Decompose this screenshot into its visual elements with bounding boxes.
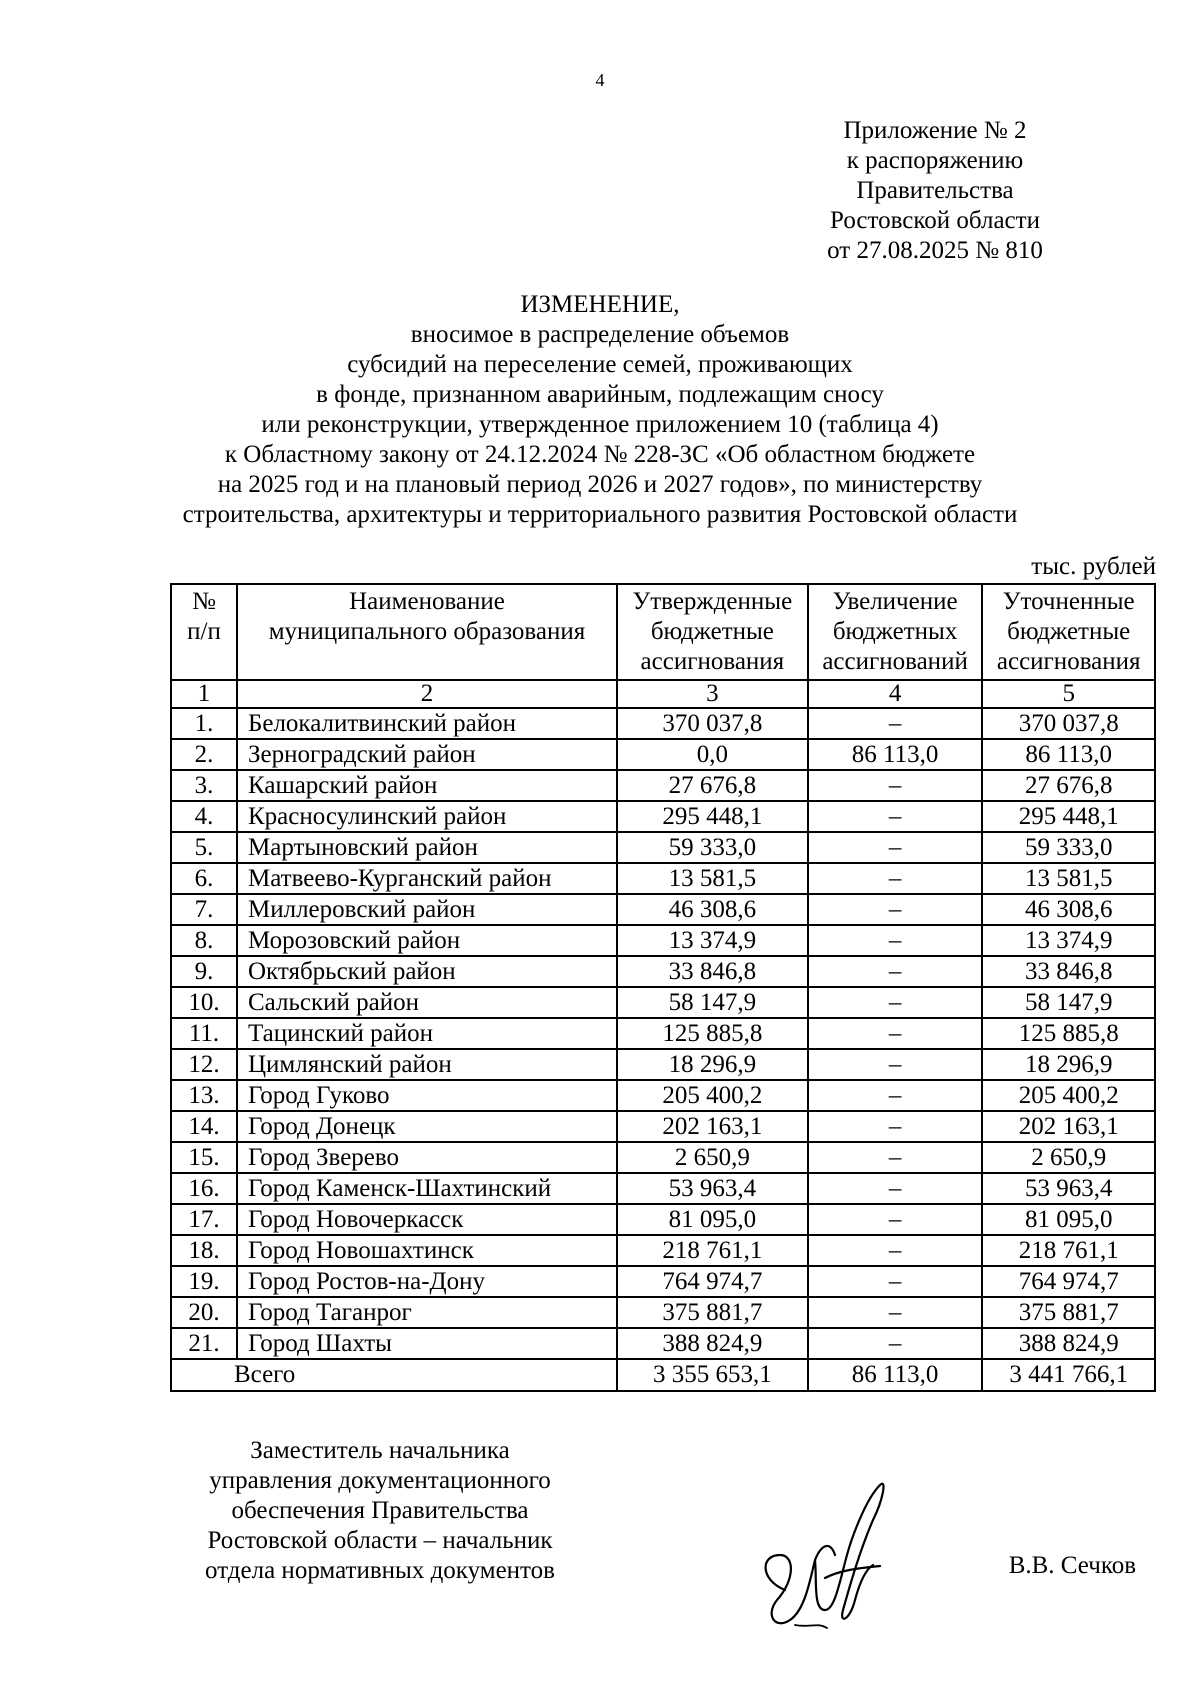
budget-table [170,583,1156,1392]
table-row [171,1142,1155,1173]
row-refined: 59 333,0 [982,832,1155,863]
row-refined: 2 650,9 [982,1142,1155,1173]
column-number: 3 [617,680,808,708]
table-row [171,832,1155,863]
row-refined: 13 581,5 [982,863,1155,894]
total-label: Всего [171,1359,617,1391]
row-approved: 46 308,6 [617,894,808,925]
row-increase: – [808,1111,983,1142]
row-number: 4. [171,801,237,832]
handwritten-signature [755,1460,905,1640]
row-refined: 86 113,0 [982,739,1155,770]
row-municipality: Город Донецк [237,1111,617,1142]
table-row [171,801,1155,832]
row-increase: – [808,1204,983,1235]
table-row [171,1328,1155,1359]
table-row [171,1080,1155,1111]
row-municipality: Мартыновский район [237,832,617,863]
row-refined: 58 147,9 [982,987,1155,1018]
row-increase: – [808,708,983,739]
row-refined: 205 400,2 [982,1080,1155,1111]
row-number: 12. [171,1049,237,1080]
row-refined: 388 824,9 [982,1328,1155,1359]
table-row [171,1297,1155,1328]
header-increase: Увеличение бюджетных ассигнований [808,584,983,680]
row-approved: 2 650,9 [617,1142,808,1173]
row-number: 14. [171,1111,237,1142]
row-number: 13. [171,1080,237,1111]
row-approved: 33 846,8 [617,956,808,987]
row-approved: 53 963,4 [617,1173,808,1204]
row-increase: – [808,863,983,894]
row-refined: 764 974,7 [982,1266,1155,1297]
table-row [171,956,1155,987]
row-increase: – [808,1173,983,1204]
row-refined: 375 881,7 [982,1297,1155,1328]
row-municipality: Кашарский район [237,770,617,801]
document-title [0,290,1200,530]
row-approved: 370 037,8 [617,708,808,739]
row-refined: 33 846,8 [982,956,1155,987]
row-number: 10. [171,987,237,1018]
row-number: 21. [171,1328,237,1359]
row-refined: 27 676,8 [982,770,1155,801]
title-line: вносимое в распределение объемов [410,321,790,348]
signer-title-line: Заместитель начальника [250,1437,510,1464]
appendix-line: к распоряжению [846,147,1024,174]
row-number: 20. [171,1297,237,1328]
title-heading: ИЗМЕНЕНИЕ, [520,291,680,318]
row-refined: 46 308,6 [982,894,1155,925]
row-approved: 218 761,1 [617,1235,808,1266]
total-approved: 3 355 653,1 [617,1359,808,1391]
appendix-line: от 27.08.2025 № 810 [827,237,1043,264]
table-row [171,708,1155,739]
column-number: 5 [982,680,1155,708]
table-row [171,1018,1155,1049]
title-line: в фонде, признанном аварийным, подлежащим сносу [316,381,884,408]
table-row [171,770,1155,801]
row-number: 17. [171,1204,237,1235]
row-approved: 0,0 [617,739,808,770]
title-line: или реконструкции, утвержденное приложением 10 (таблица 4) [261,411,939,438]
row-refined: 81 095,0 [982,1204,1155,1235]
table-row [171,1204,1155,1235]
title-line: к Областному закону от 24.12.2024 № 228-ЗС «Об областном бюджете [224,441,976,468]
row-municipality: Город Шахты [237,1328,617,1359]
row-approved: 18 296,9 [617,1049,808,1080]
signer-title-line: обеспечения Правительства [231,1497,529,1524]
row-number: 18. [171,1235,237,1266]
page-number: 4 [595,70,605,90]
row-refined: 202 163,1 [982,1111,1155,1142]
row-increase: – [808,770,983,801]
column-number: 4 [808,680,983,708]
appendix-line: Правительства [856,177,1014,204]
row-municipality: Город Каменск-Шахтинский [237,1173,617,1204]
row-approved: 125 885,8 [617,1018,808,1049]
row-approved: 58 147,9 [617,987,808,1018]
signer-title-line: Ростовской области – начальник [207,1527,553,1554]
row-increase: – [808,801,983,832]
signer-name: В.В. Сечков [1008,1552,1136,1579]
table-row [171,1173,1155,1204]
column-numbers-row [171,680,1155,708]
row-number: 11. [171,1018,237,1049]
row-municipality: Сальский район [237,987,617,1018]
header-approved: Утвержденные бюджетные ассигнования [617,584,808,680]
row-approved: 13 581,5 [617,863,808,894]
title-line: субсидий на переселение семей, проживающих [347,351,853,378]
total-row [171,1359,1155,1391]
row-approved: 205 400,2 [617,1080,808,1111]
units-label: тыс. рублей [1031,553,1156,580]
total-refined: 3 441 766,1 [982,1359,1155,1391]
total-increase: 86 113,0 [808,1359,983,1391]
row-approved: 295 448,1 [617,801,808,832]
row-increase: – [808,1328,983,1359]
signer-title-line: отдела нормативных документов [205,1557,555,1584]
table-row [171,1235,1155,1266]
table-row [171,739,1155,770]
row-refined: 295 448,1 [982,801,1155,832]
row-increase: – [808,894,983,925]
row-refined: 18 296,9 [982,1049,1155,1080]
row-increase: – [808,1235,983,1266]
table-row [171,1049,1155,1080]
row-approved: 13 374,9 [617,925,808,956]
row-municipality: Октябрьский район [237,956,617,987]
table-row [171,1111,1155,1142]
row-refined: 13 374,9 [982,925,1155,956]
row-increase: – [808,1018,983,1049]
row-municipality: Миллеровский район [237,894,617,925]
signer-title-line: управления документационного [209,1467,551,1494]
row-increase: – [808,1080,983,1111]
appendix-line: Ростовской области [830,207,1040,234]
header-name: Наименование муниципального образования [237,584,617,680]
column-number: 1 [171,680,237,708]
table-row [171,1266,1155,1297]
table-body [171,708,1155,1359]
row-approved: 764 974,7 [617,1266,808,1297]
title-line: на 2025 год и на плановый период 2026 и 2027 годов», по министерству [217,471,983,498]
row-approved: 375 881,7 [617,1297,808,1328]
signer-title [170,1436,590,1586]
row-approved: 388 824,9 [617,1328,808,1359]
row-refined: 370 037,8 [982,708,1155,739]
row-increase: – [808,956,983,987]
row-number: 2. [171,739,237,770]
row-approved: 81 095,0 [617,1204,808,1235]
row-approved: 202 163,1 [617,1111,808,1142]
row-increase: – [808,1142,983,1173]
row-approved: 59 333,0 [617,832,808,863]
row-number: 6. [171,863,237,894]
table-row [171,863,1155,894]
row-increase: – [808,987,983,1018]
row-municipality: Цимлянский район [237,1049,617,1080]
row-refined: 53 963,4 [982,1173,1155,1204]
header-refined: Уточненные бюджетные ассигнования [982,584,1155,680]
row-municipality: Город Гуково [237,1080,617,1111]
row-number: 9. [171,956,237,987]
row-approved: 27 676,8 [617,770,808,801]
column-number: 2 [237,680,617,708]
row-municipality: Город Новошахтинск [237,1235,617,1266]
row-refined: 125 885,8 [982,1018,1155,1049]
row-municipality: Город Новочеркасск [237,1204,617,1235]
title-line: строительства, архитектуры и территориального развития Ростовской области [182,501,1018,528]
row-municipality: Белокалитвинский район [237,708,617,739]
row-increase: 86 113,0 [808,739,983,770]
row-increase: – [808,925,983,956]
row-increase: – [808,1297,983,1328]
row-municipality: Красносулинский район [237,801,617,832]
row-number: 5. [171,832,237,863]
row-number: 1. [171,708,237,739]
row-municipality: Матвеево-Курганский район [237,863,617,894]
row-refined: 218 761,1 [982,1235,1155,1266]
appendix-header [785,116,1085,266]
table-row [171,987,1155,1018]
table-row [171,894,1155,925]
row-municipality: Город Ростов-на-Дону [237,1266,617,1297]
table-header-row [171,584,1155,680]
row-number: 7. [171,894,237,925]
row-number: 16. [171,1173,237,1204]
row-municipality: Зерноградский район [237,739,617,770]
row-increase: – [808,832,983,863]
row-number: 8. [171,925,237,956]
header-num: № п/п [171,584,237,680]
row-increase: – [808,1266,983,1297]
row-municipality: Морозовский район [237,925,617,956]
row-municipality: Город Таганрог [237,1297,617,1328]
row-number: 15. [171,1142,237,1173]
row-municipality: Город Зверево [237,1142,617,1173]
table-row [171,925,1155,956]
row-increase: – [808,1049,983,1080]
appendix-line: Приложение № 2 [843,117,1027,144]
row-municipality: Тацинский район [237,1018,617,1049]
row-number: 3. [171,770,237,801]
row-number: 19. [171,1266,237,1297]
